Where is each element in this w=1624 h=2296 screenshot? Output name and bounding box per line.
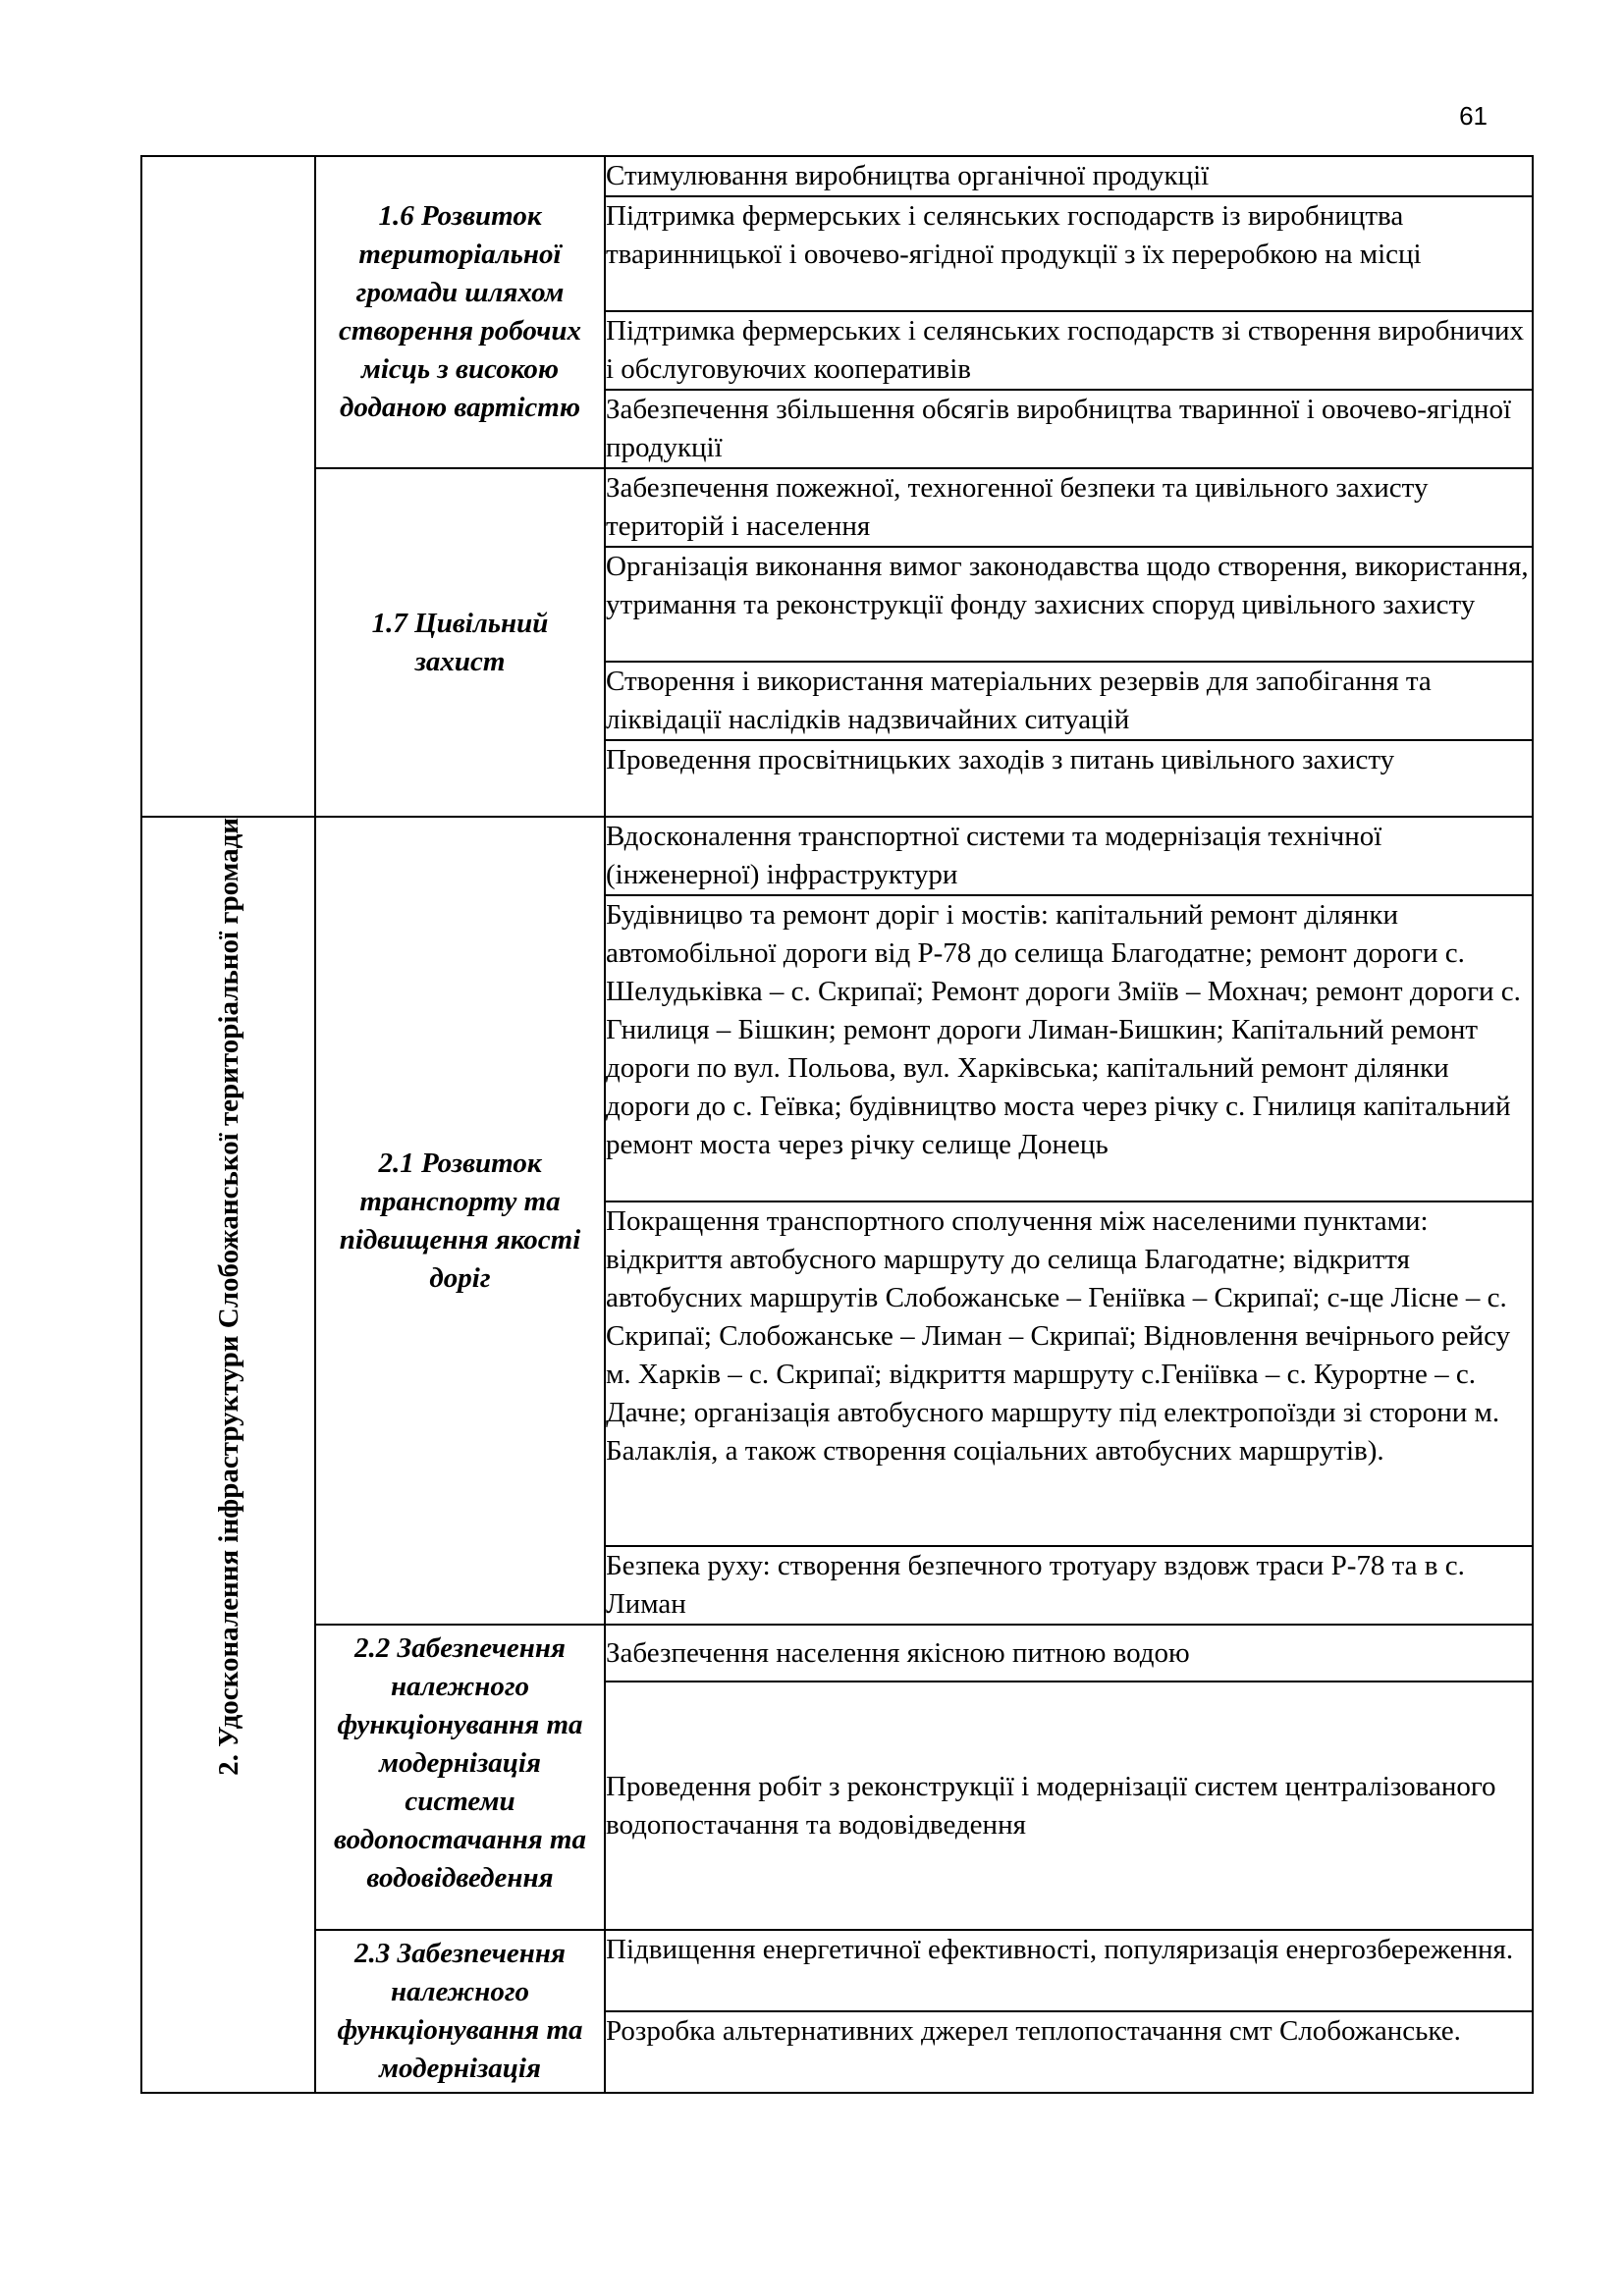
task-text: Організація виконання вимог законодавства щодо створення, використання, утримання та реконструкції фонду захисних споруд цивільного захисту	[606, 551, 1529, 620]
objective-cell	[315, 1625, 605, 1930]
objective-label: 2.3 Забезпечення належного функціонування та модернізація	[337, 1938, 583, 2084]
objective-cell	[315, 156, 605, 468]
task-text: Вдосконалення транспортної системи та модернізація технічної (інженерної) інфраструктури	[606, 821, 1382, 890]
task-text: Підтримка фермерських і селянських господарств із виробництва тваринницької і овочево-ягідної продукції з їх переробкою на місці	[606, 200, 1422, 270]
task-text: Забезпечення збільшення обсягів виробництва тваринної і овочево-ягідної продукції	[606, 394, 1511, 463]
direction-cell-continued	[141, 156, 315, 817]
table-row	[141, 1930, 1533, 2011]
task-text: Забезпечення населення якісною питною водою	[606, 1636, 1190, 1669]
table-row	[141, 156, 1533, 196]
task-text: Розробка альтернативних джерел теплопостачання смт Слобожанське.	[606, 2015, 1461, 2047]
objective-label: 1.7 Цивільний захист	[371, 607, 549, 677]
task-text: Безпека руху: створення безпечного тротуару вздовж траси Р-78 та в с. Лиман	[606, 1550, 1465, 1620]
task-cell	[605, 895, 1533, 1201]
objective-cell	[315, 817, 605, 1625]
strategic-plan-table	[140, 155, 1534, 2094]
task-text: Будівницво та ремонт доріг і мостів: капітальний ремонт ділянки автомобільної дороги від Р-78 до селища Благодатне; ремонт дороги с. Шелудьківка – с. Скрипаї; Ремонт дороги Зміїв – Мохнач; ремонт дороги с. Гнилиця – Бішкин; ремонт дороги Лиман-Бишкин; Капітальний ремонт дороги по вул. Польова, вул. Харківська; капітальний ремонт ділянки дороги до с. Геївка; будівництво моста через річку с. Гнилиця капітальний ремонт моста через річку селище Донець	[606, 899, 1521, 1160]
task-cell	[605, 740, 1533, 817]
task-cell	[605, 1201, 1533, 1546]
task-cell	[605, 2011, 1533, 2093]
objective-label: 2.2 Забезпечення належного функціонування та модернізація системи водопостачання та водовідведення	[334, 1632, 586, 1894]
objective-cell	[315, 1930, 605, 2093]
task-cell	[605, 547, 1533, 662]
task-text: Підвищення енергетичної ефективності, популяризація енергозбереження.	[606, 1934, 1514, 1965]
task-cell	[605, 311, 1533, 390]
objective-label: 2.1 Розвиток транспорту та підвищення якості доріг	[339, 1147, 581, 1294]
task-text: Забезпечення пожежної, техногенної безпеки та цивільного захисту територій і населення	[606, 472, 1429, 542]
direction-title: 2. Удосконалення інфраструктури Слобожанської територіальної громади	[212, 818, 244, 1776]
task-text: Підтримка фермерських і селянських господарств зі створення виробничих і обслуговуючих кооперативів	[606, 315, 1524, 385]
task-text: Проведення робіт з реконструкції і модернізації систем централізованого водопостачання та водовідведення	[606, 1770, 1496, 1841]
task-cell	[605, 1546, 1533, 1625]
table-row	[141, 1625, 1533, 1682]
task-cell	[605, 156, 1533, 196]
objective-cell	[315, 468, 605, 817]
task-text: Стимулювання виробництва органічної продукції	[606, 160, 1210, 191]
task-cell	[605, 196, 1533, 311]
task-cell	[605, 817, 1533, 895]
task-cell	[605, 1682, 1533, 1930]
page-number: 61	[1459, 101, 1488, 131]
table-row	[141, 817, 1533, 895]
table-row	[141, 468, 1533, 547]
task-cell	[605, 1625, 1533, 1682]
task-cell	[605, 1930, 1533, 2011]
task-text: Проведення просвітницьких заходів з питань цивільного захисту	[606, 744, 1395, 775]
task-text: Створення і використання матеріальних резервів для запобігання та ліквідації наслідків надзвичайних ситуацій	[606, 666, 1432, 735]
direction-cell	[141, 817, 315, 2093]
task-cell	[605, 468, 1533, 547]
objective-label: 1.6 Розвиток територіальної громади шляхом створення робочих місць з високою доданою вартістю	[339, 200, 581, 423]
task-cell	[605, 390, 1533, 468]
task-cell	[605, 662, 1533, 740]
task-text: Покращення транспортного сполучення між населеними пунктами: відкриття автобусного маршруту до селища Благодатне; відкриття автобусних маршрутів Слобожанське – Геніївка – Скрипаї; с-ще Лісне – с. Скрипаї; Слобожанське – Лиман – Скрипаї; Відновлення вечірнього рейсу м. Харків – с. Скрипаї; відкриття маршруту с.Геніївка – с. Курортне – с. Дачне; організація автобусного маршруту під електропоїзди зі сторони м. Балаклія, а також створення соціальних автобусних маршрутів).	[606, 1205, 1511, 1467]
